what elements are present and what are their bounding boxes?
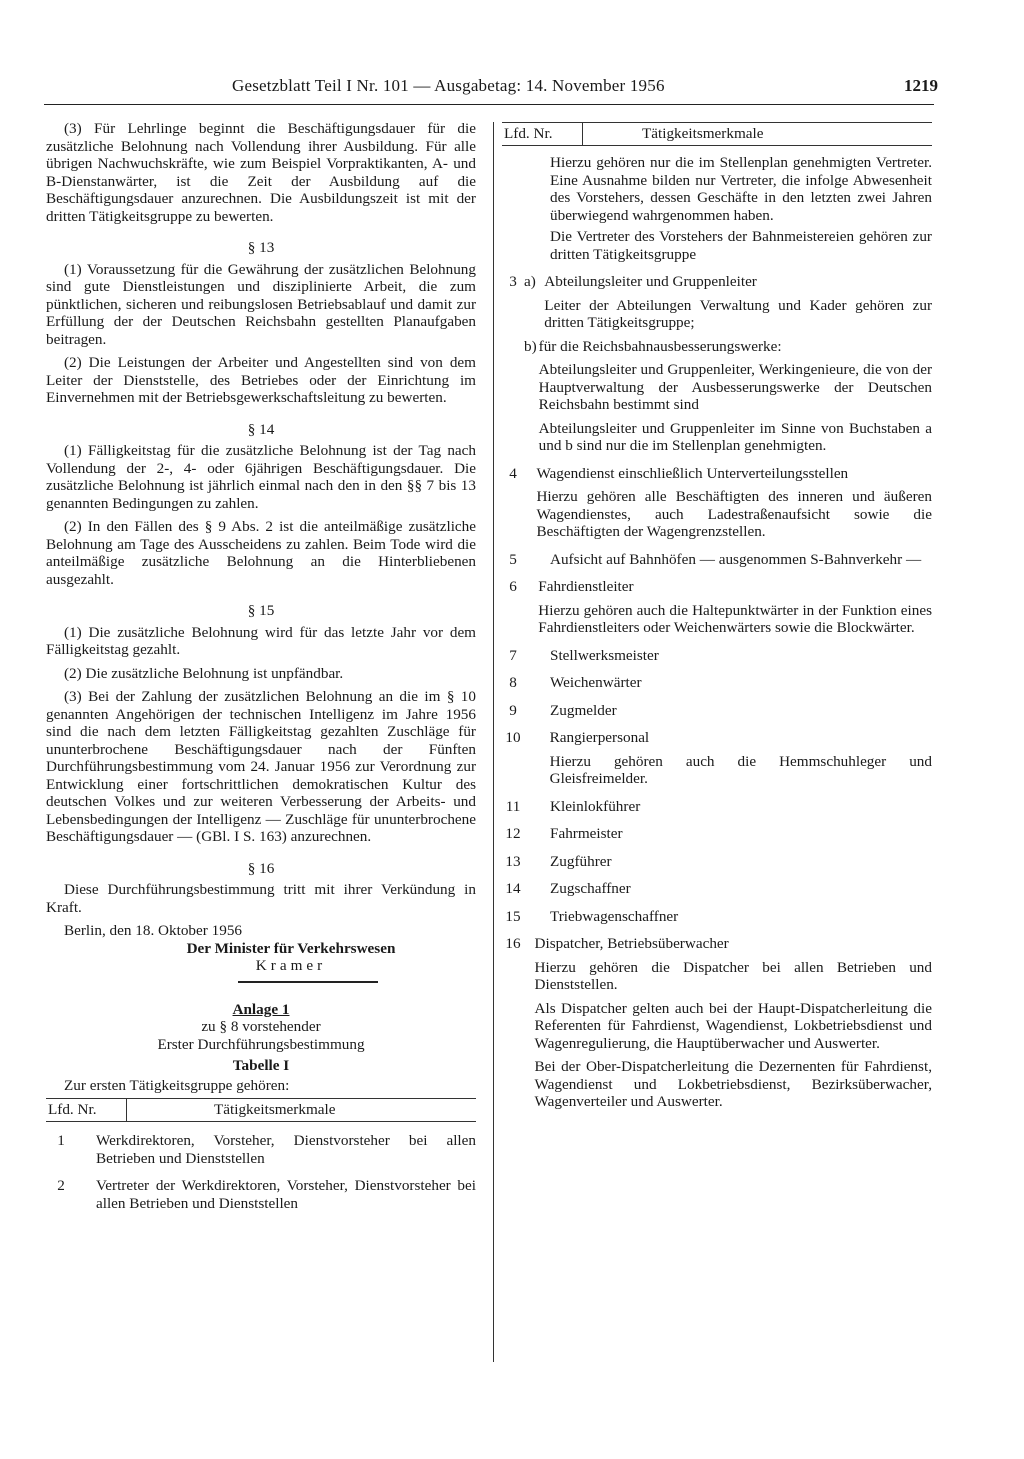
table-row xyxy=(502,908,932,926)
table-row xyxy=(502,465,932,541)
column-header-number: Lfd. Nr. xyxy=(48,1101,97,1118)
table-header xyxy=(502,122,932,146)
table-row xyxy=(502,674,932,692)
row-sub-spacer xyxy=(524,880,548,898)
row-title: Fahrdienstleiter xyxy=(538,578,634,595)
row-title: Kleinlokführer xyxy=(550,797,641,815)
row-sub-spacer xyxy=(524,729,548,788)
header-title: Gesetzblatt Teil I Nr. 101 — Ausgabetag: 14. November 1956 xyxy=(232,76,665,95)
row-note: Leiter der Abteilungen Verwaltung und Kader gehören zur dritten Tätigkeitsgruppe; xyxy=(544,296,932,331)
annex-title: Anlage 1 xyxy=(232,1000,290,1018)
row-number: 3 xyxy=(509,273,517,290)
row-title: Abteilungsleiter und Gruppenleiter xyxy=(544,273,757,290)
section-heading: § 15 xyxy=(247,602,275,619)
row-note: Abteilungsleiter und Gruppenleiter, Werkingenieure, die von der Hauptverwaltung der Ausbesserungswerke der Deutschen Reichsbahn bestimmt sind xyxy=(538,361,932,413)
table-intro: Zur ersten Tätigkeitsgruppe gehören: xyxy=(64,1076,290,1094)
activity-table-left xyxy=(46,1098,476,1212)
row-note: Hierzu gehören nur die im Stellenplan genehmigten Vertreter. Eine Ausnahme bilden nur Vertreter, die infolge Abwesenheit des Vorstehers, dessen Geschäfte in den letzten zwei Jahren überwiegend wahrgenommen haben. xyxy=(550,154,932,224)
row-title: Zugführer xyxy=(550,852,612,870)
annex-subtitle: zu § 8 vorstehender xyxy=(201,1018,321,1035)
header-rule xyxy=(44,104,934,105)
paragraph: (1) Fälligkeitstag für die zusätzliche Belohnung ist der Tag nach Vollendung der 2-, 4- oder 6jährigen Beschäftigungsdauer. Die zusätzliche Belohnung ist jährlich einmal nach den in den §§ 7 bis 13 genannten Bedingungen zu zahlen. xyxy=(46,442,476,512)
row-number: 10 xyxy=(505,729,521,746)
signature-place-date: Berlin, den 18. Oktober 1956 xyxy=(64,922,243,939)
table-row xyxy=(502,880,932,898)
column-header-features: Tätigkeitsmerkmale xyxy=(214,1101,336,1118)
paragraph: (1) Voraussetzung für die Gewährung der zusätzlichen Belohnung sind gute Dienstleistungen und disziplinierte Arbeit, die zum pünktlichen, sicheren und reibungslosen Betriebsablauf und damit zur Erfüllung der der Deutschen Reichsbahn gestellten Planaufgaben beitragen. xyxy=(46,260,476,348)
paragraph: (3) Bei der Zahlung der zusätzlichen Belohnung an die im § 10 genannten Angehörigen der technischen Intelligenz im Jahre 1956 sind die nach dem letzten Fälligkeitstag gezahlten Zuschläge für ununterbrochene Beschäftigungsdauer nach der Fünften Durchführungsbestimmung vom 24. Januar 1956 zur Verordnung zur Entwicklung einer fortschrittlichen demokratischen Kultur des deutschen Volkes und zur weiteren Verbesserung der Arbeits- und Lebensbedingungen der Intelligenz — Zuschläge für ununterbrochene Beschäftigungsdauer — (GBl. I S. 163) anzurechnen. xyxy=(46,688,476,845)
row-note: Hierzu gehören auch die Hemmschuhleger und Gleisfreimelder. xyxy=(549,752,932,787)
signature-name: Kramer xyxy=(255,957,327,974)
row-sub-spacer xyxy=(524,853,548,871)
row-title: Fahrmeister xyxy=(550,825,623,842)
row-number: 14 xyxy=(505,880,521,897)
row-note: Hierzu gehören die Dispatcher bei allen Betrieben und Dienststellen. xyxy=(534,958,932,993)
table-row xyxy=(502,729,932,788)
annex-subtitle: Erster Durchführungsbestimmung xyxy=(157,1035,365,1053)
row-number: 1 xyxy=(57,1132,65,1149)
table-row xyxy=(502,273,932,332)
row-number: 4 xyxy=(509,464,517,482)
row-note: Als Dispatcher gelten auch bei der Haupt-Dispatcherleitung die Referenten für Fahrdienst, Wagendienst, Lokbetriebsdienst und Wagenregulierung, die Hauptüberwacher und Auswerter. xyxy=(534,999,932,1052)
table-row xyxy=(502,702,932,720)
row-sub-spacer xyxy=(524,647,548,665)
section-heading: § 14 xyxy=(247,420,275,438)
section-heading: § 16 xyxy=(247,859,275,877)
row-note: Hierzu gehören auch die Haltepunktwärter in der Funktion eines Fahrdienstleiters oder Weichenwärters sowie die Blockwärter. xyxy=(538,601,932,636)
table-row xyxy=(502,338,932,455)
row-title: Wagendienst einschließlich Unterverteilungsstellen xyxy=(536,464,849,482)
column-header-features: Tätigkeitsmerkmale xyxy=(642,125,764,142)
table-row xyxy=(502,551,932,569)
table-row xyxy=(46,1177,476,1212)
page-number: 1219 xyxy=(904,76,938,95)
table-header xyxy=(46,1098,476,1122)
row-number: 16 xyxy=(505,935,521,952)
row-title: Zugmelder xyxy=(550,701,617,719)
row-sub-spacer xyxy=(524,825,548,843)
header-divider xyxy=(126,1099,127,1121)
signature-block xyxy=(46,922,476,983)
table-title: Tabelle I xyxy=(232,1057,290,1074)
table-row xyxy=(502,647,932,665)
row-note: Hierzu gehören alle Beschäftigten des inneren und äußeren Wagendienstes, auch Ladestraßenaufsicht sowie die Beschäftigten der Wagengrenzstellen. xyxy=(536,488,932,540)
row-title: Weichenwärter xyxy=(550,674,642,691)
row-text: Vertreter der Werkdirektoren, Vorsteher, Dienstvorsteher bei allen Betrieben und Dienststellen xyxy=(96,1177,476,1212)
table-rows xyxy=(502,465,932,1111)
row-sub-spacer xyxy=(524,935,533,1111)
row-sub-spacer xyxy=(524,551,548,569)
row-title: Zugschaffner xyxy=(550,880,631,897)
header-divider xyxy=(582,123,583,145)
row-text: Werkdirektoren, Vorsteher, Dienstvorsteher bei allen Betrieben und Dienststellen xyxy=(96,1132,476,1167)
right-column xyxy=(502,122,932,1111)
paragraph: Diese Durchführungsbestimmung tritt mit ihrer Verkündung in Kraft. xyxy=(46,881,476,916)
row-title: Aufsicht auf Bahnhöfen — ausgenommen S-Bahnverkehr — xyxy=(550,550,922,568)
left-column xyxy=(46,120,476,1212)
row-title: Dispatcher, Betriebsüberwacher xyxy=(534,935,729,952)
row-number: 9 xyxy=(509,701,517,719)
row-sub-spacer xyxy=(524,798,548,816)
page-header xyxy=(232,76,938,100)
table-row xyxy=(502,578,932,637)
row-number: 15 xyxy=(505,907,521,925)
row-number: 11 xyxy=(505,797,521,815)
row-number: 2 xyxy=(57,1177,65,1194)
row-note: Abteilungsleiter und Gruppenleiter im Sinne von Buchstaben a und b sind nur die im Stellenplan genehmigten. xyxy=(538,419,932,454)
row-note: Bei der Ober-Dispatcherleitung die Dezernenten für Fahrdienst, Wagendienst und Lokbetriebsdienst, Bezirksüberwacher, Wagenverteiler und Auswerter. xyxy=(534,1058,932,1110)
row-title: Triebwagenschaffner xyxy=(550,907,679,925)
row-sub-spacer xyxy=(524,465,534,541)
table-row xyxy=(502,825,932,843)
row-sub-letter: a) xyxy=(524,273,536,290)
row-sub-spacer xyxy=(524,674,548,692)
row-title: für die Reichsbahnausbesserungswerke: xyxy=(538,337,782,355)
row-number: 8 xyxy=(509,674,517,691)
row-title: Stellwerksmeister xyxy=(550,646,659,664)
row-number: 13 xyxy=(505,852,521,870)
row-number: 5 xyxy=(509,550,517,568)
table-row xyxy=(502,853,932,871)
column-divider xyxy=(493,122,494,1362)
paragraph: (3) Für Lehrlinge beginnt die Beschäftigungsdauer für die zusätzliche Belohnung nach Vollendung ihrer Ausbildung. Für alle übrigen Nachwuchskräfte, wie zum Beispiel Vorpraktikanten, A- und B-Dienstanwärter, ist die Zeit der Ausbildung auf die Beschäftigungsdauer anzurechnen. Die Ausbildungszeit ist mit der dritten Tätigkeitsgruppe zu bewerten. xyxy=(46,120,476,225)
row-number: 6 xyxy=(509,578,517,595)
continuation-block xyxy=(502,154,932,263)
table-row xyxy=(502,798,932,816)
row-sub-spacer xyxy=(524,908,548,926)
row-number-empty xyxy=(502,338,524,455)
row-note: Die Vertreter des Vorstehers der Bahnmeistereien gehören zur dritten Tätigkeitsgruppe xyxy=(550,228,932,263)
row-number: 7 xyxy=(509,646,517,664)
table-row xyxy=(46,1132,476,1167)
row-sub-spacer xyxy=(524,578,536,637)
signature-rule xyxy=(238,981,378,983)
signature-minister: Der Minister für Verkehrswesen xyxy=(186,939,396,957)
table-row xyxy=(502,935,932,1111)
row-title: Rangierpersonal xyxy=(549,729,650,746)
column-header-number: Lfd. Nr. xyxy=(504,125,553,142)
section-heading: § 13 xyxy=(247,239,275,256)
row-sub-letter: b) xyxy=(524,337,537,355)
row-number: 12 xyxy=(505,825,521,842)
paragraph: (2) Die zusätzliche Belohnung ist unpfändbar. xyxy=(64,664,344,682)
paragraph: (2) Die Leistungen der Arbeiter und Angestellten sind von dem Leiter der Dienststelle, des Betriebes oder der Einrichtung im Einvernehmen mit der Betriebsgewerkschaftsleitung zu bewerten. xyxy=(46,354,476,406)
paragraph: (2) In den Fällen des § 9 Abs. 2 ist die anteilmäßige zusätzliche Belohnung am Tage des Ausscheidens zu zahlen. Beim Tode wird die anteilmäßige zusätzliche Belohnung an die Hinterbliebenen ausgezahlt. xyxy=(46,518,476,588)
paragraph: (1) Die zusätzliche Belohnung wird für das letzte Jahr vor dem Fälligkeitstag gezahlt. xyxy=(46,623,476,658)
row-sub-spacer xyxy=(524,702,548,720)
